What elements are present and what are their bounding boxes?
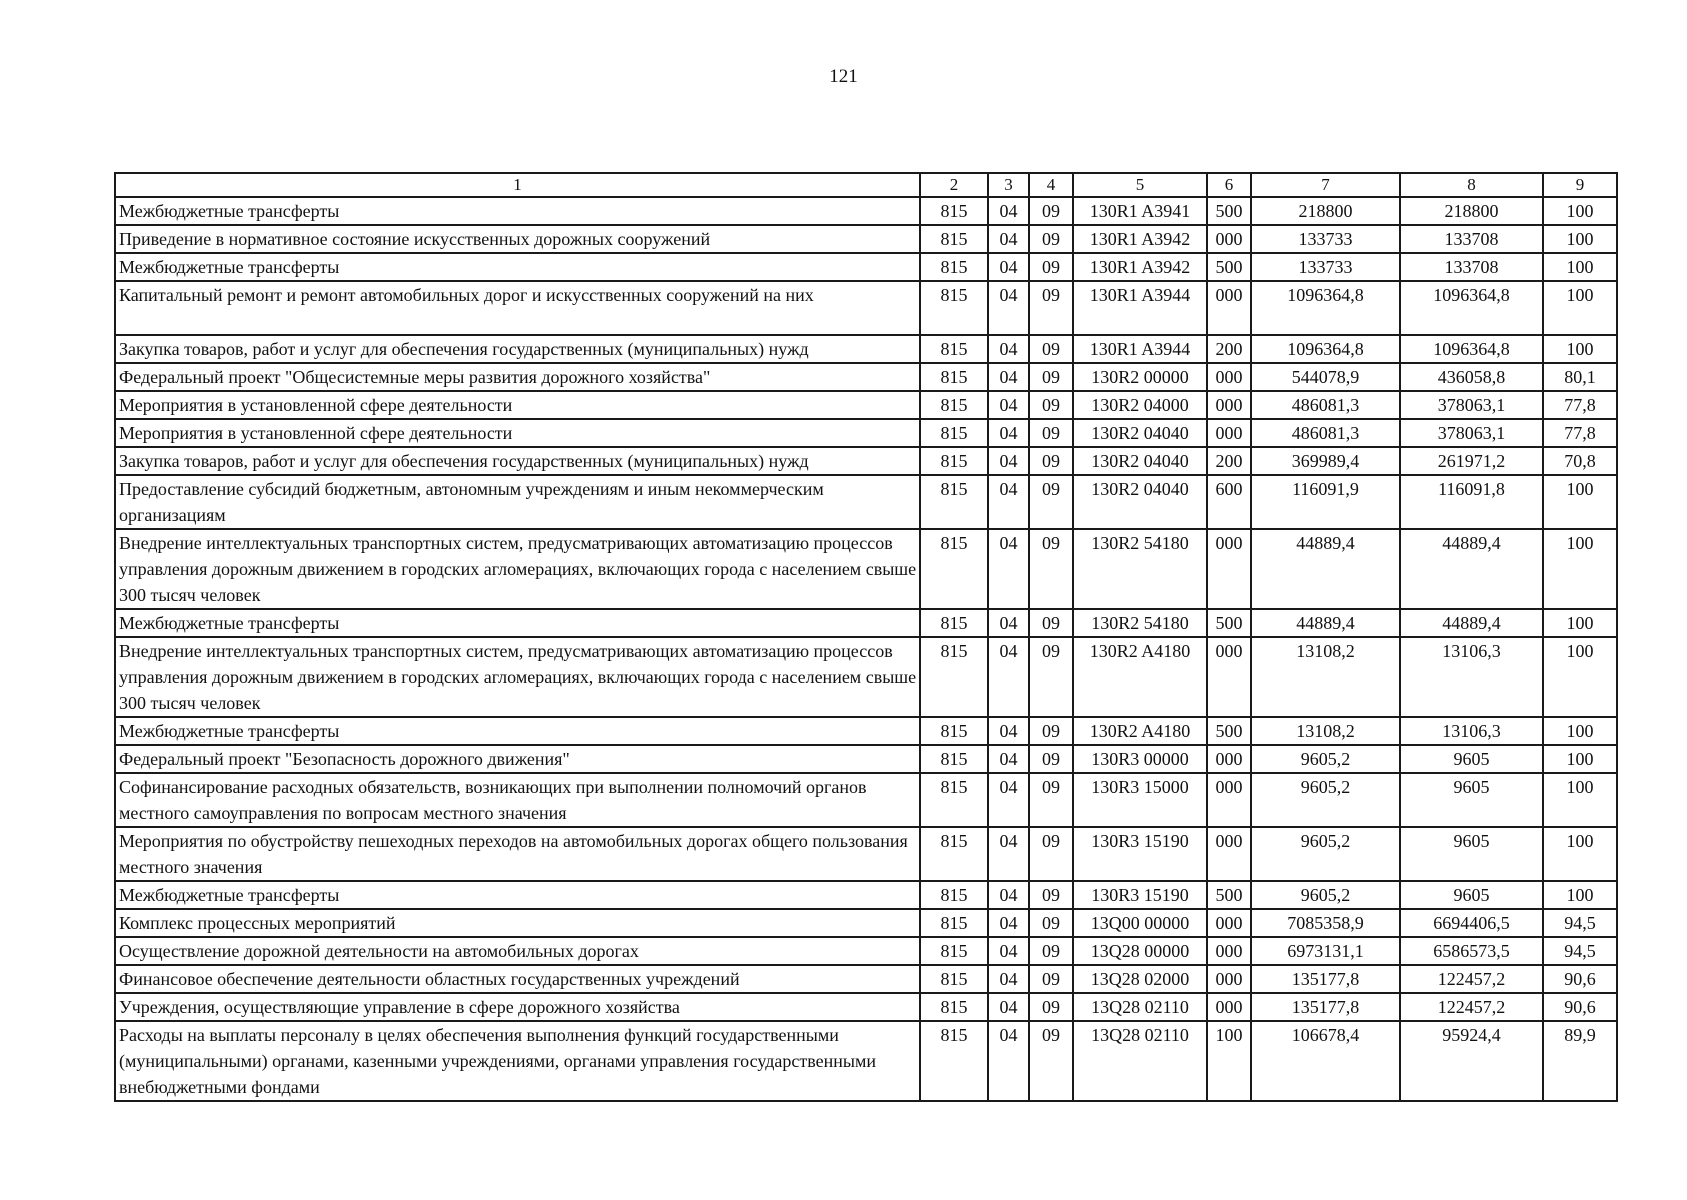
row-cell-col-2: 815 <box>920 363 988 391</box>
row-cell-col-2: 815 <box>920 909 988 937</box>
row-cell-col-2: 815 <box>920 827 988 881</box>
table-row <box>115 637 1617 717</box>
row-cell-col-3: 04 <box>988 637 1029 717</box>
row-cell-col-2: 815 <box>920 335 988 363</box>
table-row <box>115 965 1617 993</box>
row-cell-col-3: 04 <box>988 881 1029 909</box>
row-name-cell: Предоставление субсидий бюджетным, автономным учреждениям и иным некоммерческим организациям <box>115 475 920 529</box>
row-cell-col-3: 04 <box>988 1021 1029 1101</box>
row-name-cell: Межбюджетные трансферты <box>115 609 920 637</box>
row-cell-col-3: 04 <box>988 363 1029 391</box>
row-cell-col-6: 000 <box>1207 773 1251 827</box>
row-cell-col-3: 04 <box>988 197 1029 225</box>
row-name-cell: Федеральный проект "Безопасность дорожного движения" <box>115 745 920 773</box>
row-cell-col-3: 04 <box>988 475 1029 529</box>
row-cell-col-2: 815 <box>920 1021 988 1101</box>
row-name-cell: Капитальный ремонт и ремонт автомобильных дорог и искусственных сооружений на них <box>115 281 920 335</box>
row-cell-col-2: 815 <box>920 881 988 909</box>
row-name-cell: Осуществление дорожной деятельности на автомобильных дорогах <box>115 937 920 965</box>
row-cell-col-6: 000 <box>1207 937 1251 965</box>
row-cell-col-5: 13Q28 02110 <box>1073 1021 1207 1101</box>
row-cell-col-4: 09 <box>1029 609 1073 637</box>
row-name-cell: Финансовое обеспечение деятельности областных государственных учреждений <box>115 965 920 993</box>
table-row <box>115 1021 1617 1101</box>
row-cell-col-9: 100 <box>1543 335 1617 363</box>
row-cell-col-7: 218800 <box>1251 197 1400 225</box>
row-cell-col-3: 04 <box>988 447 1029 475</box>
row-cell-col-7: 486081,3 <box>1251 419 1400 447</box>
row-name-cell: Федеральный проект "Общесистемные меры развития дорожного хозяйства" <box>115 363 920 391</box>
table-row <box>115 993 1617 1021</box>
row-cell-col-7: 135177,8 <box>1251 993 1400 1021</box>
row-cell-col-8: 122457,2 <box>1400 993 1543 1021</box>
table-row <box>115 717 1617 745</box>
row-cell-col-6: 000 <box>1207 391 1251 419</box>
row-cell-col-7: 44889,4 <box>1251 609 1400 637</box>
row-cell-col-2: 815 <box>920 745 988 773</box>
row-cell-col-2: 815 <box>920 937 988 965</box>
row-cell-col-6: 200 <box>1207 447 1251 475</box>
row-cell-col-8: 1096364,8 <box>1400 281 1543 335</box>
row-cell-col-6: 500 <box>1207 609 1251 637</box>
row-cell-col-7: 1096364,8 <box>1251 281 1400 335</box>
row-cell-col-9: 80,1 <box>1543 363 1617 391</box>
row-name-cell: Межбюджетные трансферты <box>115 717 920 745</box>
row-cell-col-2: 815 <box>920 529 988 609</box>
row-cell-col-8: 378063,1 <box>1400 391 1543 419</box>
row-cell-col-5: 13Q28 00000 <box>1073 937 1207 965</box>
table-row <box>115 881 1617 909</box>
row-cell-col-6: 000 <box>1207 529 1251 609</box>
row-cell-col-9: 90,6 <box>1543 965 1617 993</box>
row-cell-col-5: 130R1 A3944 <box>1073 335 1207 363</box>
row-cell-col-4: 09 <box>1029 881 1073 909</box>
row-name-cell: Мероприятия в установленной сфере деятельности <box>115 419 920 447</box>
row-cell-col-4: 09 <box>1029 447 1073 475</box>
row-cell-col-2: 815 <box>920 197 988 225</box>
column-header-8: 8 <box>1400 173 1543 197</box>
column-header-3: 3 <box>988 173 1029 197</box>
row-cell-col-4: 09 <box>1029 637 1073 717</box>
row-cell-col-9: 77,8 <box>1543 419 1617 447</box>
row-cell-col-4: 09 <box>1029 391 1073 419</box>
row-cell-col-5: 130R1 A3942 <box>1073 253 1207 281</box>
row-cell-col-2: 815 <box>920 717 988 745</box>
row-cell-col-2: 815 <box>920 475 988 529</box>
row-cell-col-6: 000 <box>1207 965 1251 993</box>
row-cell-col-9: 100 <box>1543 637 1617 717</box>
row-cell-col-9: 94,5 <box>1543 909 1617 937</box>
row-name-cell: Мероприятия по обустройству пешеходных переходов на автомобильных дорогах общего пользования местного значения <box>115 827 920 881</box>
row-cell-col-5: 13Q00 00000 <box>1073 909 1207 937</box>
row-cell-col-2: 815 <box>920 225 988 253</box>
row-cell-col-8: 9605 <box>1400 745 1543 773</box>
row-cell-col-6: 000 <box>1207 281 1251 335</box>
budget-table <box>114 172 1618 1102</box>
row-cell-col-9: 100 <box>1543 197 1617 225</box>
row-cell-col-2: 815 <box>920 637 988 717</box>
row-cell-col-7: 7085358,9 <box>1251 909 1400 937</box>
table-row <box>115 529 1617 609</box>
row-cell-col-3: 04 <box>988 827 1029 881</box>
row-cell-col-6: 000 <box>1207 993 1251 1021</box>
row-cell-col-4: 09 <box>1029 745 1073 773</box>
row-cell-col-5: 130R1 A3942 <box>1073 225 1207 253</box>
row-cell-col-2: 815 <box>920 419 988 447</box>
row-cell-col-3: 04 <box>988 225 1029 253</box>
row-cell-col-2: 815 <box>920 993 988 1021</box>
row-cell-col-7: 116091,9 <box>1251 475 1400 529</box>
row-cell-col-5: 130R1 A3944 <box>1073 281 1207 335</box>
row-cell-col-5: 130R2 54180 <box>1073 529 1207 609</box>
row-cell-col-4: 09 <box>1029 475 1073 529</box>
row-cell-col-8: 95924,4 <box>1400 1021 1543 1101</box>
table-row <box>115 419 1617 447</box>
column-header-6: 6 <box>1207 173 1251 197</box>
row-cell-col-6: 500 <box>1207 253 1251 281</box>
row-cell-col-4: 09 <box>1029 253 1073 281</box>
row-name-cell: Приведение в нормативное состояние искусственных дорожных сооружений <box>115 225 920 253</box>
row-cell-col-6: 100 <box>1207 1021 1251 1101</box>
row-cell-col-6: 600 <box>1207 475 1251 529</box>
row-cell-col-5: 130R2 54180 <box>1073 609 1207 637</box>
row-cell-col-9: 100 <box>1543 475 1617 529</box>
row-cell-col-4: 09 <box>1029 363 1073 391</box>
row-cell-col-5: 130R2 A4180 <box>1073 637 1207 717</box>
row-cell-col-4: 09 <box>1029 937 1073 965</box>
table-row <box>115 609 1617 637</box>
row-cell-col-3: 04 <box>988 965 1029 993</box>
row-cell-col-2: 815 <box>920 391 988 419</box>
row-cell-col-4: 09 <box>1029 717 1073 745</box>
row-cell-col-9: 90,6 <box>1543 993 1617 1021</box>
row-name-cell: Межбюджетные трансферты <box>115 253 920 281</box>
row-name-cell: Внедрение интеллектуальных транспортных систем, предусматривающих автоматизацию процессов управления дорожным движением в городских агломерациях, включающих города с населением свыше 300 тысяч человек <box>115 637 920 717</box>
row-cell-col-2: 815 <box>920 447 988 475</box>
table-row <box>115 391 1617 419</box>
row-cell-col-4: 09 <box>1029 909 1073 937</box>
table-row <box>115 335 1617 363</box>
row-cell-col-5: 13Q28 02110 <box>1073 993 1207 1021</box>
row-cell-col-9: 100 <box>1543 609 1617 637</box>
row-cell-col-8: 9605 <box>1400 827 1543 881</box>
row-name-cell: Внедрение интеллектуальных транспортных систем, предусматривающих автоматизацию процессов управления дорожным движением в городских агломерациях, включающих города с населением свыше 300 тысяч человек <box>115 529 920 609</box>
table-body <box>115 197 1617 1101</box>
row-cell-col-8: 13106,3 <box>1400 637 1543 717</box>
row-cell-col-7: 9605,2 <box>1251 827 1400 881</box>
row-cell-col-7: 9605,2 <box>1251 881 1400 909</box>
row-cell-col-8: 133708 <box>1400 225 1543 253</box>
row-cell-col-9: 100 <box>1543 773 1617 827</box>
row-cell-col-6: 000 <box>1207 419 1251 447</box>
row-cell-col-9: 100 <box>1543 225 1617 253</box>
row-cell-col-3: 04 <box>988 419 1029 447</box>
row-cell-col-8: 116091,8 <box>1400 475 1543 529</box>
table-row <box>115 937 1617 965</box>
row-cell-col-6: 200 <box>1207 335 1251 363</box>
row-cell-col-7: 9605,2 <box>1251 745 1400 773</box>
row-cell-col-7: 13108,2 <box>1251 717 1400 745</box>
row-cell-col-9: 94,5 <box>1543 937 1617 965</box>
row-cell-col-7: 9605,2 <box>1251 773 1400 827</box>
column-header-5: 5 <box>1073 173 1207 197</box>
row-cell-col-9: 100 <box>1543 881 1617 909</box>
row-cell-col-8: 378063,1 <box>1400 419 1543 447</box>
row-cell-col-6: 500 <box>1207 717 1251 745</box>
row-cell-col-7: 135177,8 <box>1251 965 1400 993</box>
row-cell-col-7: 13108,2 <box>1251 637 1400 717</box>
row-cell-col-4: 09 <box>1029 827 1073 881</box>
row-cell-col-5: 130R2 04040 <box>1073 475 1207 529</box>
row-cell-col-5: 130R2 04040 <box>1073 447 1207 475</box>
row-cell-col-5: 130R3 15190 <box>1073 827 1207 881</box>
row-cell-col-9: 100 <box>1543 717 1617 745</box>
row-cell-col-3: 04 <box>988 391 1029 419</box>
row-cell-col-4: 09 <box>1029 529 1073 609</box>
table-row <box>115 773 1617 827</box>
row-cell-col-8: 218800 <box>1400 197 1543 225</box>
row-cell-col-5: 130R3 00000 <box>1073 745 1207 773</box>
row-cell-col-7: 106678,4 <box>1251 1021 1400 1101</box>
row-cell-col-6: 000 <box>1207 637 1251 717</box>
table-row <box>115 197 1617 225</box>
table-row <box>115 475 1617 529</box>
row-cell-col-9: 100 <box>1543 281 1617 335</box>
column-header-7: 7 <box>1251 173 1400 197</box>
row-cell-col-2: 815 <box>920 609 988 637</box>
row-cell-col-9: 100 <box>1543 529 1617 609</box>
row-cell-col-4: 09 <box>1029 965 1073 993</box>
row-name-cell: Комплекс процессных мероприятий <box>115 909 920 937</box>
column-header-1: 1 <box>115 173 920 197</box>
row-cell-col-6: 000 <box>1207 225 1251 253</box>
row-cell-col-6: 000 <box>1207 745 1251 773</box>
row-cell-col-5: 130R2 04000 <box>1073 391 1207 419</box>
row-cell-col-7: 133733 <box>1251 253 1400 281</box>
row-cell-col-8: 6694406,5 <box>1400 909 1543 937</box>
row-cell-col-9: 70,8 <box>1543 447 1617 475</box>
row-cell-col-6: 500 <box>1207 881 1251 909</box>
row-cell-col-3: 04 <box>988 335 1029 363</box>
row-cell-col-5: 130R3 15190 <box>1073 881 1207 909</box>
row-cell-col-6: 000 <box>1207 827 1251 881</box>
row-name-cell: Учреждения, осуществляющие управление в сфере дорожного хозяйства <box>115 993 920 1021</box>
row-cell-col-8: 44889,4 <box>1400 609 1543 637</box>
table-row <box>115 827 1617 881</box>
row-cell-col-8: 261971,2 <box>1400 447 1543 475</box>
row-cell-col-3: 04 <box>988 281 1029 335</box>
header-row <box>115 173 1617 197</box>
row-cell-col-9: 100 <box>1543 827 1617 881</box>
row-cell-col-3: 04 <box>988 529 1029 609</box>
row-cell-col-2: 815 <box>920 965 988 993</box>
row-cell-col-8: 6586573,5 <box>1400 937 1543 965</box>
row-cell-col-8: 1096364,8 <box>1400 335 1543 363</box>
row-cell-col-5: 130R2 00000 <box>1073 363 1207 391</box>
row-cell-col-3: 04 <box>988 253 1029 281</box>
row-cell-col-4: 09 <box>1029 773 1073 827</box>
row-cell-col-4: 09 <box>1029 419 1073 447</box>
row-cell-col-5: 13Q28 02000 <box>1073 965 1207 993</box>
row-cell-col-4: 09 <box>1029 197 1073 225</box>
row-cell-col-8: 13106,3 <box>1400 717 1543 745</box>
row-cell-col-7: 44889,4 <box>1251 529 1400 609</box>
row-name-cell: Софинансирование расходных обязательств, возникающих при выполнении полномочий органов местного самоуправления по вопросам местного значения <box>115 773 920 827</box>
row-cell-col-5: 130R2 A4180 <box>1073 717 1207 745</box>
row-cell-col-3: 04 <box>988 909 1029 937</box>
row-name-cell: Межбюджетные трансферты <box>115 881 920 909</box>
row-cell-col-7: 544078,9 <box>1251 363 1400 391</box>
row-cell-col-3: 04 <box>988 745 1029 773</box>
row-cell-col-5: 130R3 15000 <box>1073 773 1207 827</box>
row-cell-col-7: 133733 <box>1251 225 1400 253</box>
row-cell-col-3: 04 <box>988 717 1029 745</box>
table-row <box>115 281 1617 335</box>
row-cell-col-8: 44889,4 <box>1400 529 1543 609</box>
table-row <box>115 745 1617 773</box>
row-cell-col-7: 486081,3 <box>1251 391 1400 419</box>
row-cell-col-8: 9605 <box>1400 881 1543 909</box>
row-cell-col-4: 09 <box>1029 1021 1073 1101</box>
row-name-cell: Мероприятия в установленной сфере деятельности <box>115 391 920 419</box>
table-row <box>115 363 1617 391</box>
row-cell-col-2: 815 <box>920 773 988 827</box>
column-header-2: 2 <box>920 173 988 197</box>
table-row <box>115 909 1617 937</box>
table-row <box>115 225 1617 253</box>
row-cell-col-9: 77,8 <box>1543 391 1617 419</box>
row-cell-col-6: 000 <box>1207 363 1251 391</box>
row-name-cell: Закупка товаров, работ и услуг для обеспечения государственных (муниципальных) нужд <box>115 447 920 475</box>
row-cell-col-8: 122457,2 <box>1400 965 1543 993</box>
column-header-4: 4 <box>1029 173 1073 197</box>
table-row <box>115 447 1617 475</box>
row-cell-col-9: 100 <box>1543 253 1617 281</box>
row-cell-col-9: 89,9 <box>1543 1021 1617 1101</box>
row-cell-col-6: 000 <box>1207 909 1251 937</box>
row-name-cell: Закупка товаров, работ и услуг для обеспечения государственных (муниципальных) нужд <box>115 335 920 363</box>
row-cell-col-2: 815 <box>920 281 988 335</box>
row-cell-col-2: 815 <box>920 253 988 281</box>
row-cell-col-3: 04 <box>988 993 1029 1021</box>
row-cell-col-5: 130R2 04040 <box>1073 419 1207 447</box>
row-name-cell: Межбюджетные трансферты <box>115 197 920 225</box>
table-row <box>115 253 1617 281</box>
column-header-9: 9 <box>1543 173 1617 197</box>
row-cell-col-7: 369989,4 <box>1251 447 1400 475</box>
row-cell-col-8: 133708 <box>1400 253 1543 281</box>
row-cell-col-4: 09 <box>1029 281 1073 335</box>
row-cell-col-3: 04 <box>988 773 1029 827</box>
row-cell-col-4: 09 <box>1029 993 1073 1021</box>
row-cell-col-8: 436058,8 <box>1400 363 1543 391</box>
row-cell-col-7: 6973131,1 <box>1251 937 1400 965</box>
row-cell-col-9: 100 <box>1543 745 1617 773</box>
row-cell-col-3: 04 <box>988 609 1029 637</box>
page-number: 121 <box>829 66 858 87</box>
row-cell-col-6: 500 <box>1207 197 1251 225</box>
row-cell-col-4: 09 <box>1029 335 1073 363</box>
row-cell-col-5: 130R1 A3941 <box>1073 197 1207 225</box>
row-cell-col-7: 1096364,8 <box>1251 335 1400 363</box>
row-name-cell: Расходы на выплаты персоналу в целях обеспечения выполнения функций государственными (муниципальными) органами, казенными учреждениями, органами управления государственными внебюджетными фондами <box>115 1021 920 1101</box>
row-cell-col-4: 09 <box>1029 225 1073 253</box>
row-cell-col-3: 04 <box>988 937 1029 965</box>
row-cell-col-8: 9605 <box>1400 773 1543 827</box>
